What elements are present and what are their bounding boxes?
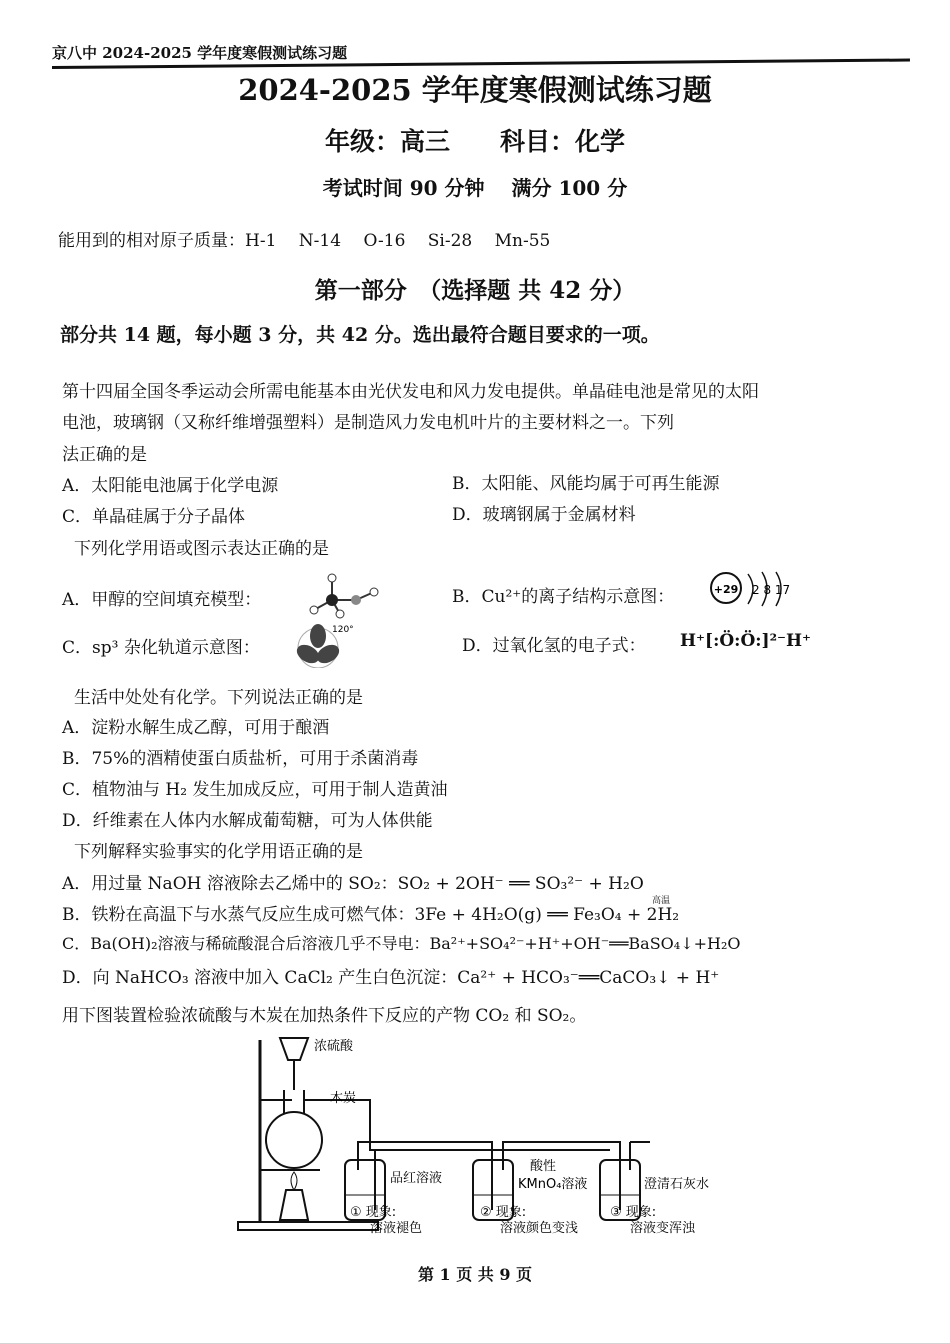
reaction-condition: 高温 bbox=[652, 896, 671, 906]
q1-option-b: B．太阳能、风能均属于可再生能源 bbox=[452, 474, 720, 494]
atomic-masses: 能用到的相对原子质量：H-1 N-14 O-16 Si-28 Mn-55 bbox=[58, 231, 551, 251]
q2-stem: 下列化学用语或图示表达正确的是 bbox=[74, 539, 329, 559]
q4-option-d: D．向 NaHCO₃ 溶液中加入 CaCl₂ 产生白色沉淀：Ca²⁺ + HCO₃⁻══CaCO₃↓ + H⁺ bbox=[62, 968, 720, 988]
q2-option-c: C．sp³ 杂化轨道示意图： bbox=[62, 638, 260, 658]
obs3-text: 溶液变浑浊 bbox=[630, 1221, 696, 1236]
q1-stem-line3: 法正确的是 bbox=[62, 445, 147, 465]
ion-structure-diagram bbox=[708, 570, 818, 610]
ion-shell-electrons: 2 8 17 bbox=[752, 583, 791, 597]
q3-option-a: A．淀粉水解生成乙醇，可用于酿酒 bbox=[62, 718, 330, 738]
label-conc-sulfuric-acid: 浓硫酸 bbox=[314, 1039, 354, 1054]
q4-option-b: B．铁粉在高温下与水蒸气反应生成可燃气体：3Fe + 4H₂O(g) ══ Fe₃O₄ + 2H₂ bbox=[62, 905, 680, 925]
q2-option-d: D．过氧化氢的电子式： bbox=[462, 636, 646, 656]
label-bottle3-solution: 澄清石灰水 bbox=[644, 1177, 710, 1192]
obs1-title: ① 现象: bbox=[350, 1205, 397, 1220]
q1-option-c: C．单晶硅属于分子晶体 bbox=[62, 507, 246, 527]
methanol-model-icon bbox=[300, 570, 390, 620]
label-bottle2-solution: KMnO₄溶液 bbox=[518, 1177, 588, 1192]
peroxide-electron-formula: H⁺[:Ö:Ö:]²⁻H⁺ bbox=[680, 631, 812, 651]
q2-option-a: A．甲醇的空间填充模型： bbox=[62, 590, 262, 610]
exam-info: 考试时间 90 分钟 满分 100 分 bbox=[322, 176, 628, 200]
q2-option-b: B．Cu²⁺的离子结构示意图： bbox=[452, 587, 675, 607]
page-header: 京八中 2024-2025 学年度寒假测试练习题 bbox=[52, 44, 348, 62]
page-footer: 第 1 页 共 9 页 bbox=[417, 1265, 533, 1284]
label-bottle2-acidic: 酸性 bbox=[530, 1159, 557, 1174]
label-bottle1-solution: 品红溶液 bbox=[390, 1171, 443, 1186]
q4-option-a: A．用过量 NaOH 溶液除去乙烯中的 SO₂：SO₂ + 2OH⁻ ══ SO₃²⁻ + H₂O bbox=[62, 874, 644, 894]
obs3-title: ③ 现象: bbox=[610, 1205, 657, 1220]
section-title: 第一部分 （选择题 共 42 分） bbox=[314, 277, 636, 304]
q3-option-d: D．纤维素在人体内水解成葡萄糖，可为人体供能 bbox=[62, 811, 433, 831]
obs1-text: 溶液褪色 bbox=[370, 1221, 423, 1236]
q3-option-c: C．植物油与 H₂ 发生加成反应，可用于制人造黄油 bbox=[62, 780, 448, 800]
obs2-title: ② 现象: bbox=[480, 1205, 527, 1220]
q3-option-b: B．75%的酒精使蛋白质盐析，可用于杀菌消毒 bbox=[62, 749, 419, 769]
ion-nucleus-label: +29 bbox=[713, 583, 739, 596]
q4-option-c: C．Ba(OH)₂溶液与稀硫酸混合后溶液几乎不导电：Ba²⁺+SO₄²⁻+H⁺+OH⁻══BaSO₄↓+H₂O bbox=[62, 934, 741, 953]
q1-option-d: D．玻璃钢属于金属材料 bbox=[452, 505, 636, 525]
q4-stem: 下列解释实验事实的化学用语正确的是 bbox=[74, 842, 363, 862]
orbital-angle-label: 120° bbox=[332, 625, 354, 635]
obs2-text: 溶液颜色变浅 bbox=[500, 1221, 579, 1236]
apparatus-diagram bbox=[230, 1030, 750, 1250]
q1-stem-line1: 第十四届全国冬季运动会所需电能基本由光伏发电和风力发电提供。单晶硅电池是常见的太阳 bbox=[62, 382, 759, 402]
q5-stem: 用下图装置检验浓硫酸与木炭在加热条件下反应的产物 CO₂ 和 SO₂。 bbox=[62, 1006, 587, 1026]
q1-option-a: A．太阳能电池属于化学电源 bbox=[62, 476, 279, 496]
q1-stem-line2: 电池，玻璃钢（又称纤维增强塑料）是制造风力发电机叶片的主要材料之一。下列 bbox=[62, 413, 674, 433]
grade-subject: 年级：高三 科目：化学 bbox=[324, 127, 625, 156]
sp3-orbital-icon bbox=[294, 622, 354, 668]
section-instructions: 部分共 14 题，每小题 3 分，共 42 分。选出最符合题目要求的一项。 bbox=[60, 324, 660, 346]
q3-stem: 生活中处处有化学。下列说法正确的是 bbox=[74, 688, 363, 708]
label-charcoal: 木炭 bbox=[330, 1091, 357, 1106]
document-title: 2024-2025 学年度寒假测试练习题 bbox=[238, 73, 712, 107]
